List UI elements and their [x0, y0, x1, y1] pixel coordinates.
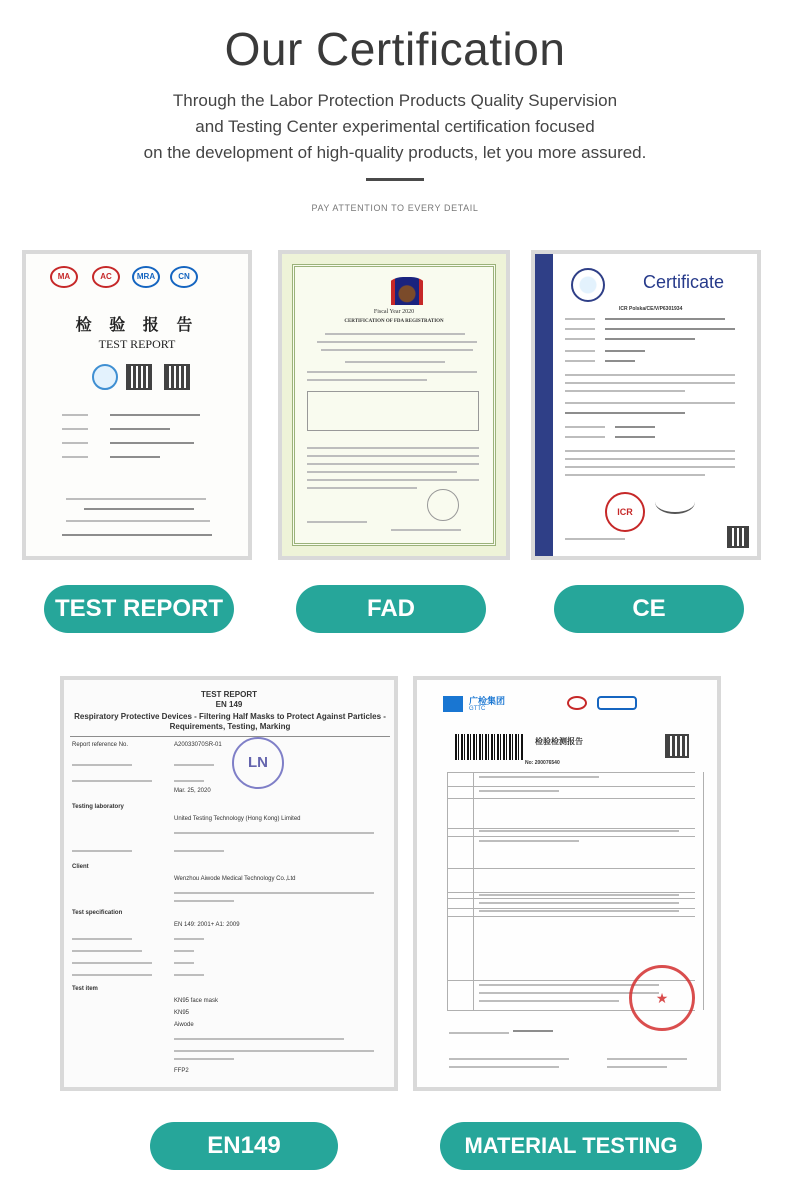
ln-seal-icon: LN: [232, 737, 284, 789]
report-ref: A20033070SR-01: [174, 742, 222, 748]
item-description: KN95 face mask: [174, 998, 219, 1004]
qr-code-icon: [727, 526, 749, 548]
cma-logo-icon: [567, 696, 587, 710]
qr-code-icon: [126, 364, 152, 390]
signature-icon: [655, 490, 695, 514]
description-line: and Testing Center experimental certification focused: [195, 117, 595, 136]
icr-stamp-icon: ICR: [605, 492, 645, 532]
en149-subheading: Respiratory Protective Devices - Filtering Half Masks to Protect Against Particles - Requirements, Testing, Marking: [74, 712, 386, 731]
gttc-brand-sub: GTTC: [469, 706, 486, 712]
section-subtitle: PAY ATTENTION TO EVERY DETAIL: [311, 203, 479, 213]
gttc-logo-icon: [443, 696, 463, 712]
stamp-icon: [427, 489, 459, 521]
fda-heading: CERTIFICATION OF FDA REGISTRATION: [344, 319, 444, 324]
ce-certificate-image: [531, 250, 761, 560]
description-line: on the development of high-quality products, let you more assured.: [143, 143, 647, 162]
cnas-logo-icon: CN: [170, 266, 198, 288]
ac-logo-icon: AC: [92, 266, 120, 288]
icr-globe-icon: [571, 268, 605, 302]
fda-certificate-image: [278, 250, 510, 560]
report-heading-cn: 检 验 报 告: [75, 315, 199, 334]
en149-heading: TEST REPORT: [200, 690, 257, 699]
standard-full: EN 149: 2001+ A1: 2009: [174, 922, 240, 928]
ce-label: CE: [554, 585, 744, 633]
item-classification: FFP2: [174, 1068, 189, 1074]
qr-code-icon: [665, 734, 689, 758]
lab-name: United Testing Technology (Hong Kong) Limited: [174, 816, 301, 822]
report-heading-en: TEST REPORT: [98, 337, 176, 351]
description-line: Through the Labor Protection Products Quality Supervision: [172, 91, 618, 110]
fiscal-year: Fiscal Year 2020: [373, 309, 415, 315]
ilac-logo-icon: MRA: [132, 266, 160, 288]
report-date: Mar. 25, 2020: [174, 788, 211, 794]
qr-code-icon: [164, 364, 190, 390]
en149-certificate-image: TEST REPORT EN 149 Respiratory Protective Devices - Filtering Half Masks to Protect Against Particles - Requirements, Testing, Marking LN Report reference No. A20033070SR-01 Mar. 25, 2020 Testing laboratory United Testing Technology (Hong Kong) Limited Client Wenzhou Aiwode Medical Technology Co.,Ltd Test specification EN 149: 2001+ A1: 2009 Test item KN95 face mask KN95 Aiwode FFP2: [60, 676, 398, 1091]
report-heading: 检验检测报告: [535, 737, 583, 746]
client-name: Wenzhou Aiwode Medical Technology Co.,Ltd: [174, 876, 296, 882]
report-number: No: 200076540: [525, 760, 560, 766]
ce-cert-number: ICR Polska/CE/V/P6301934: [619, 306, 683, 312]
eagle-emblem-icon: [387, 277, 427, 305]
ce-heading: Certificate: [643, 272, 725, 292]
material-testing-label: MATERIAL TESTING: [440, 1122, 702, 1170]
fda-label: FAD: [296, 585, 486, 633]
cma-logo-icon: MA: [50, 266, 78, 288]
en149-standard: EN 149: [215, 700, 243, 709]
gttc-brand: 广检集团: [469, 696, 506, 706]
test-report-certificate-image: [22, 250, 252, 560]
page-title: Our Certification: [224, 23, 566, 75]
title-divider: [366, 178, 424, 181]
seal-icon: [92, 364, 118, 390]
item-model: KN95: [174, 1010, 190, 1016]
test-report-label: TEST REPORT: [44, 585, 234, 633]
cnas-logo-icon: [597, 696, 637, 710]
official-red-seal-icon: ★: [629, 965, 695, 1031]
page-description: [0, 88, 790, 166]
material-testing-certificate-image: [413, 676, 721, 1091]
en149-label: EN149: [150, 1122, 338, 1170]
barcode-icon: [455, 734, 523, 760]
item-trademark: Aiwode: [174, 1022, 194, 1028]
